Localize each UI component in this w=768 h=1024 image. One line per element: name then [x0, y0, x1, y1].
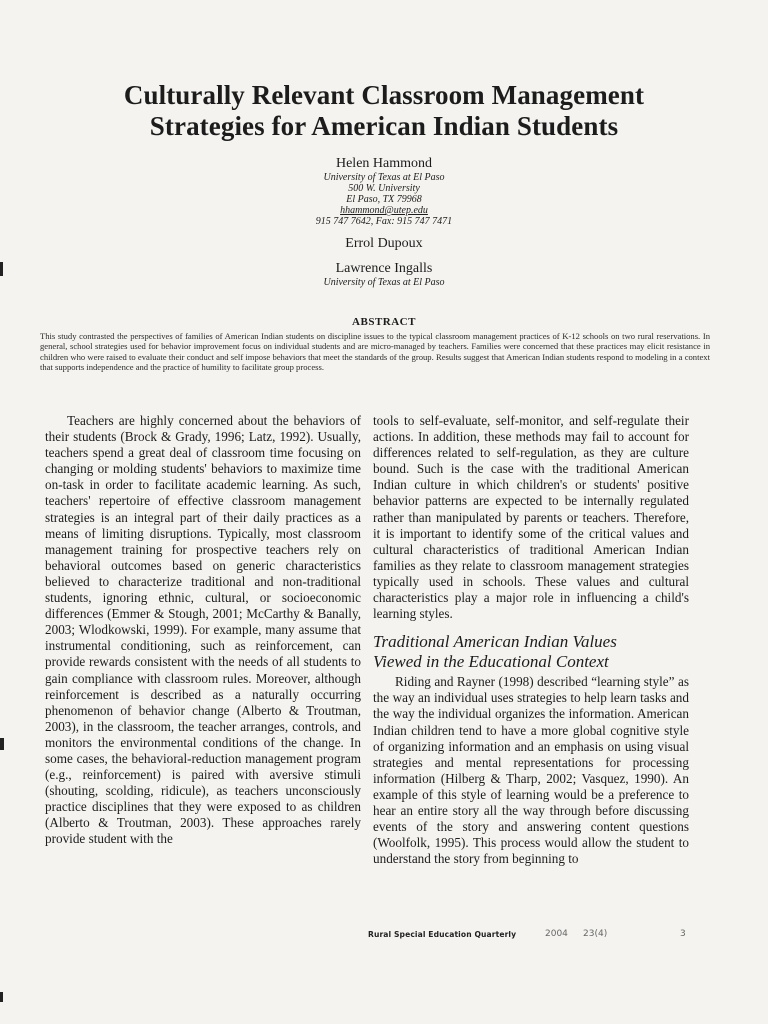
abstract-text: This study contrasted the perspectives of families of American Indian students on discipline issues to the typical classroom management practices of K-12 schools on two rural reservations. In general, school strategies used for behavior improvement focus on individual students and are micro-managed by teachers. Families were concerned that these practices may elicit resistance in children who were raised to evaluate their conduct and self impose behaviors that meet the standards of the group. Results suggest that American Indian students respond to modeling in a context that supports independence and the practice of humility to facilitate group process. — [40, 331, 710, 373]
author-affiliation: University of Texas at El Paso — [323, 277, 445, 288]
section-heading-line: Viewed in the Educational Context — [373, 652, 609, 672]
left-column — [45, 413, 361, 848]
abstract-heading: ABSTRACT — [352, 316, 416, 328]
author-name: Lawrence Ingalls — [335, 261, 433, 276]
scan-edge-mark — [0, 992, 3, 1002]
title-line-1: Culturally Relevant Classroom Management — [123, 80, 645, 110]
journal-name: Rural Special Education Quarterly — [368, 930, 517, 939]
title-line-2: Strategies for American Indian Students — [149, 111, 619, 141]
right-column — [373, 413, 689, 867]
scan-edge-mark — [0, 738, 4, 750]
author-phone: 915 747 7642, Fax: 915 747 7471 — [315, 216, 453, 227]
author-name: Helen Hammond — [335, 156, 433, 171]
author-name: Errol Dupoux — [345, 236, 423, 251]
author-affiliation: University of Texas at El Paso — [323, 172, 445, 183]
scan-edge-mark — [0, 262, 3, 276]
section-heading — [373, 632, 689, 672]
author-block — [160, 155, 608, 288]
author-email-link[interactable]: hhammond@utep.edu — [340, 205, 428, 216]
body-paragraph: Riding and Rayner (1998) described “learning style” as the way an individual uses strategies to help learn tasks and the way the individual organizes the information. American Indian children tend to have a more global cognitive style of organizing information and an emphasis on using visual strategies and mental representations for processing information (Hilberg & Tharp, 2002; Vasquez, 1990). An example of this style of learning would be a preference to hear an entire story all the way through before discussing events of the story and answering content questions (Woolfolk, 1995). This process would allow the student to understand the story from beginning to — [373, 674, 689, 867]
issue-year: 2004 — [545, 929, 568, 939]
page-footer — [368, 929, 688, 939]
article-title — [40, 80, 728, 142]
page-number: 3 — [680, 929, 686, 939]
section-heading-line: Traditional American Indian Values — [373, 632, 617, 652]
author-address-line: El Paso, TX 79968 — [346, 194, 422, 205]
body-paragraph: Teachers are highly concerned about the behaviors of their students (Brock & Grady, 1996; Latz, 1992). Usually, teachers spend a great deal of classroom time focusing on changing or molding students' behaviors to maximize time on-task in order to facilitate academic learning. As such, teachers' repertoire of effective classroom management strategies is an integral part of their daily practices as a means of limiting disruptions. Typically, most classroom management training for prospective teachers rely on behavioral outcomes based on generic characteristics believed to characterize traditional and non-traditional students, ignoring ethnic, cultural, or socioeconomic differences (Emmer & Stough, 2001; McCarthy & Banally, 2003; Wlodkowski, 1999). For example, many assume that instrumental conditioning, such as reinforcement, can provide rewards consistent with the needs of all students to gain compliance with classroom rules. Moreover, although reinforcement is described as a naturally occurring phenomenon of behavior change (Alberto & Troutman, 2003), in the classroom, the teacher arranges, controls, and monitors the environmental conditions of the change. In some cases, the behavioral-reduction management program (e.g., reinforcement) is paired with aversive stimuli (shouting, scolding, ridicule), as teachers unconsciously practice disciplines that they were exposed to as children (Alberto & Troutman, 2003). These approaches rarely provide student with the — [45, 413, 361, 847]
author-address-line: 500 W. University — [348, 183, 420, 194]
body-paragraph: tools to self-evaluate, self-monitor, and self-regulate their actions. In addition, these methods may fail to account for differences related to self-regulation, as they are culture bound. Such is the case with the traditional American Indian culture in which children's or students' positive behavior patterns are expected to be internally regulated rather than manipulated by parents or teachers. Therefore, it is important to identify some of the critical values and cultural characteristics of traditional American Indian families as they relate to classroom management strategies typically used in schools. These values and cultural characteristics play a major role in influencing a child's learning styles. — [373, 413, 689, 622]
issue-volume: 23(4) — [583, 929, 608, 939]
